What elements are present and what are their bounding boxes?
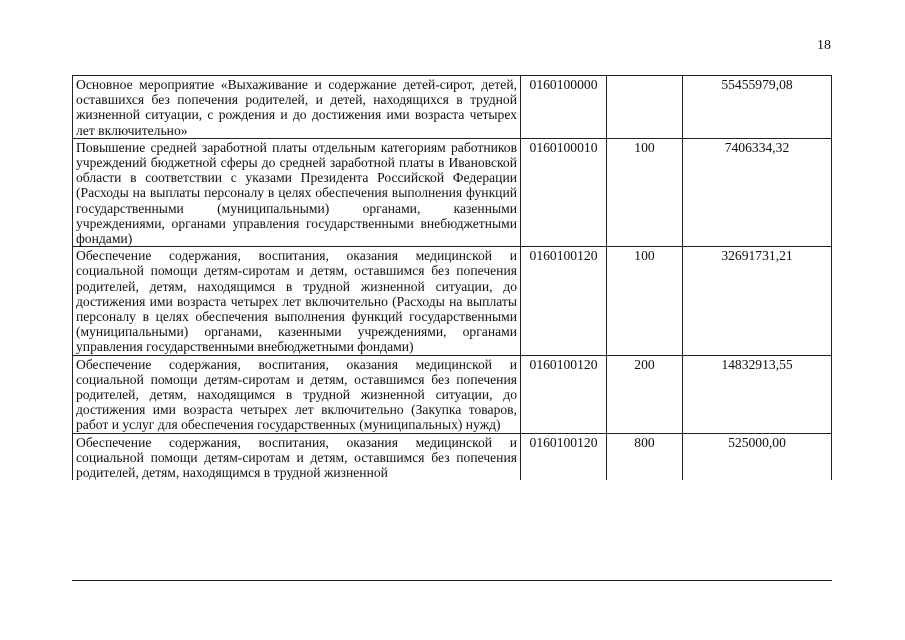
table-row — [73, 247, 832, 355]
row-amount-cell: 525000,00 — [683, 433, 832, 480]
row-code-cell: 0160100000 — [521, 76, 607, 139]
row-name-cell: Обеспечение содержания, воспитания, оказания медицинской и социальной помощи детям-сиротам и детям, оставшимся без попечения родителей, детям, находящимся в трудной жизненной — [73, 433, 521, 480]
table-row — [73, 433, 832, 480]
page-number: 18 — [817, 38, 831, 53]
row-amount-cell: 7406334,32 — [683, 138, 832, 246]
row-expense-type-cell: 200 — [607, 355, 683, 433]
row-name-cell: Обеспечение содержания, воспитания, оказания медицинской и социальной помощи детям-сиротам и детям, оставшимся без попечения родителей, детям, находящимся в трудной жизненной ситуации, до достижения ими возраста четырех лет включительно (Закупка товаров, работ и услуг для обеспечения государственных (муниципальных) нужд) — [73, 355, 521, 433]
row-code-cell: 0160100120 — [521, 247, 607, 355]
budget-table — [72, 75, 832, 480]
row-code-cell: 0160100010 — [521, 138, 607, 246]
row-name-cell: Основное мероприятие «Выхаживание и содержание детей-сирот, детей, оставшихся без попечения родителей, и детей, находящихся в трудной жизненной ситуации, с рождения и до достижения ими возраста четырех лет включительно» — [73, 76, 521, 139]
row-code-cell: 0160100120 — [521, 355, 607, 433]
row-name-cell: Повышение средней заработной платы отдельным категориям работников учреждений бюджетной сферы до средней заработной платы в Ивановской области в соответствии с указами Президента Российской Федерации (Расходы на выплаты персоналу в целях обеспечения выполнения функций государственными (муниципальными) органами, казенными учреждениями, органами управления государственными внебюджетными фондами) — [73, 138, 521, 246]
row-code-cell: 0160100120 — [521, 433, 607, 480]
row-expense-type-cell — [607, 76, 683, 139]
row-amount-cell: 55455979,08 — [683, 76, 832, 139]
row-name-cell: Обеспечение содержания, воспитания, оказания медицинской и социальной помощи детям-сиротам и детям, оставшимся без попечения родителей, детям, находящимся в трудной жизненной ситуации, до достижения ими возраста четырех лет включительно (Расходы на выплаты персоналу в целях обеспечения выполнения функций государственными (муниципальными) органами, казенными учреждениями, органами управления государственными внебюджетными фондами) — [73, 247, 521, 355]
row-amount-cell: 14832913,55 — [683, 355, 832, 433]
row-amount-cell: 32691731,21 — [683, 247, 832, 355]
row-expense-type-cell: 100 — [607, 138, 683, 246]
budget-table-container — [72, 75, 832, 581]
table-row — [73, 355, 832, 433]
row-expense-type-cell: 800 — [607, 433, 683, 480]
table-row — [73, 76, 832, 139]
table-row — [73, 138, 832, 246]
row-expense-type-cell: 100 — [607, 247, 683, 355]
